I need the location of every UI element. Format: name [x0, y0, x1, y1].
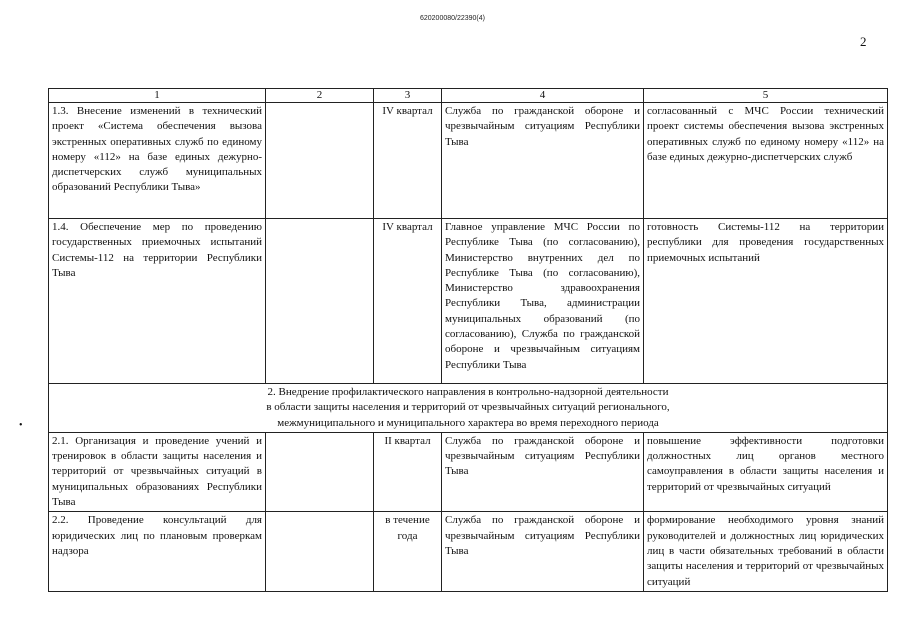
- expected-result: формирование необходимого уровня знаний руководителей и должностных лиц юридических лиц в части обязательных требований в области защиты населения и территорий от чрезвычайных ситуаций: [644, 512, 888, 591]
- column-number: 4: [442, 89, 644, 103]
- executors: Главное управление МЧС России по Республике Тыва (по согласованию), Министерство внутренних дел по Республике Тыва (по согласованию), Министерство здравоохранения Республики Тыва, администрации муниципальных образований (по согласованию), Служба по гражданской обороне и чрезвычайным ситуациям Республики Тыва: [442, 219, 644, 384]
- margin-mark: •: [19, 420, 23, 431]
- deadline: в течение года: [374, 512, 442, 591]
- executors: Служба по гражданской обороне и чрезвычайным ситуациям Республики Тыва: [442, 103, 644, 219]
- plan-table: [48, 88, 888, 592]
- empty-cell: [266, 103, 374, 219]
- table-row: [49, 219, 888, 384]
- section-heading: [49, 384, 888, 433]
- deadline: II квартал: [374, 432, 442, 511]
- measure-name: 2.1. Организация и проведение учений и тренировок в области защиты населения и территорий от чрезвычайных ситуаций в муниципальных образованиях Республики Тыва: [49, 432, 266, 511]
- measure-name: 2.2. Проведение консультаций для юридических лиц по плановым проверкам надзора: [49, 512, 266, 591]
- deadline: IV квартал: [374, 103, 442, 219]
- empty-cell: [266, 432, 374, 511]
- executors: Служба по гражданской обороне и чрезвычайным ситуациям Республики Тыва: [442, 432, 644, 511]
- column-number: 2: [266, 89, 374, 103]
- executors: Служба по гражданской обороне и чрезвычайным ситуациям Республики Тыва: [442, 512, 644, 591]
- table-row: [49, 512, 888, 591]
- measure-name: 1.3. Внесение изменений в технический проект «Система обеспечения вызова экстренных оперативных служб по единому номеру «112» на базе единых дежурно-диспетчерских служб муниципальных образований Республики Тыва»: [49, 103, 266, 219]
- table-row: [49, 432, 888, 511]
- table-row: [49, 103, 888, 219]
- column-number: 5: [644, 89, 888, 103]
- section-heading-row: [49, 384, 888, 433]
- section-heading-line: 2. Внедрение профилактического направления в контрольно-надзорной деятельности: [267, 386, 669, 398]
- column-number: 1: [49, 89, 266, 103]
- expected-result: готовность Системы-112 на территории республики для проведения государственных приемочных испытаний: [644, 219, 888, 384]
- document-code: 620200080/22390(4): [419, 15, 485, 22]
- section-heading-line: межмуниципального и муниципального характера во время переходного периода: [277, 416, 659, 429]
- empty-cell: [266, 512, 374, 591]
- measure-name: 1.4. Обеспечение мер по проведению государственных приемочных испытаний Системы-112 на территории Республики Тыва: [49, 219, 266, 384]
- page-number: 2: [860, 34, 867, 49]
- deadline: IV квартал: [374, 219, 442, 384]
- column-number-row: [49, 89, 888, 103]
- column-number: 3: [374, 89, 442, 103]
- section-heading-line: в области защиты населения и территорий от чрезвычайных ситуаций регионального,: [266, 401, 670, 414]
- expected-result: повышение эффективности подготовки должностных лиц органов местного самоуправления в области защиты населения и территорий от чрезвычайных ситуаций: [644, 432, 888, 511]
- empty-cell: [266, 219, 374, 384]
- expected-result: согласованный с МЧС России технический проект системы обеспечения вызова экстренных оперативных служб по единому номеру «112» на базе единых дежурно-диспетчерских служб: [644, 103, 888, 219]
